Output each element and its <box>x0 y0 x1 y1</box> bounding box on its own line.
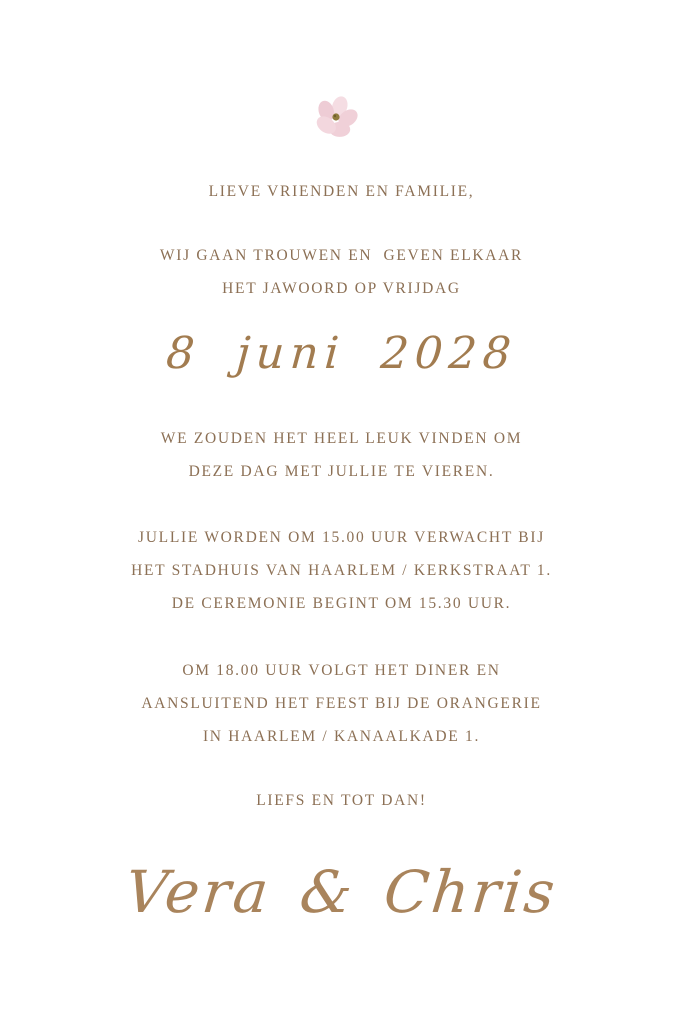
announcement-paragraph <box>0 239 683 305</box>
celebration-line-2: DEZE DAG MET JULLIE TE VIEREN. <box>188 463 495 480</box>
announcement-line-1: WIJ GAAN TROUWEN EN GEVEN ELKAAR <box>159 247 524 264</box>
ceremony-paragraph <box>0 521 683 620</box>
ceremony-line-1: JULLIE WORDEN OM 15.00 UUR VERWACHT BIJ <box>138 529 545 546</box>
greeting-line <box>0 175 683 208</box>
reception-paragraph <box>0 654 683 753</box>
reception-line-3: IN HAARLEM / KANAALKADE 1. <box>202 728 481 745</box>
signature-text: Vera & Chris <box>122 858 561 926</box>
reception-line-1: OM 18.00 UUR VOLGT HET DINER EN <box>182 662 501 679</box>
closing-text: LIEFS EN TOT DAN! <box>256 792 427 809</box>
ceremony-line-2: HET STADHUIS VAN HAARLEM / KERKSTRAAT 1. <box>131 562 552 579</box>
ceremony-line-3: DE CEREMONIE BEGINT OM 15.30 UUR. <box>171 595 512 612</box>
closing-line <box>0 784 683 817</box>
reception-line-2: AANSLUITEND HET FEEST BIJ DE ORANGERIE <box>141 695 542 712</box>
announcement-line-2: HET JAWOORD OP VRIJDAG <box>222 280 461 297</box>
pink-flower-icon <box>314 92 358 142</box>
wedding-date <box>0 322 683 386</box>
celebration-paragraph <box>0 422 683 488</box>
greeting-text: LIEVE VRIENDEN EN FAMILIE, <box>208 183 475 200</box>
wedding-date-text: 8 juni 2028 <box>164 328 519 379</box>
celebration-line-1: WE ZOUDEN HET HEEL LEUK VINDEN OM <box>160 430 523 447</box>
signature <box>0 846 683 938</box>
